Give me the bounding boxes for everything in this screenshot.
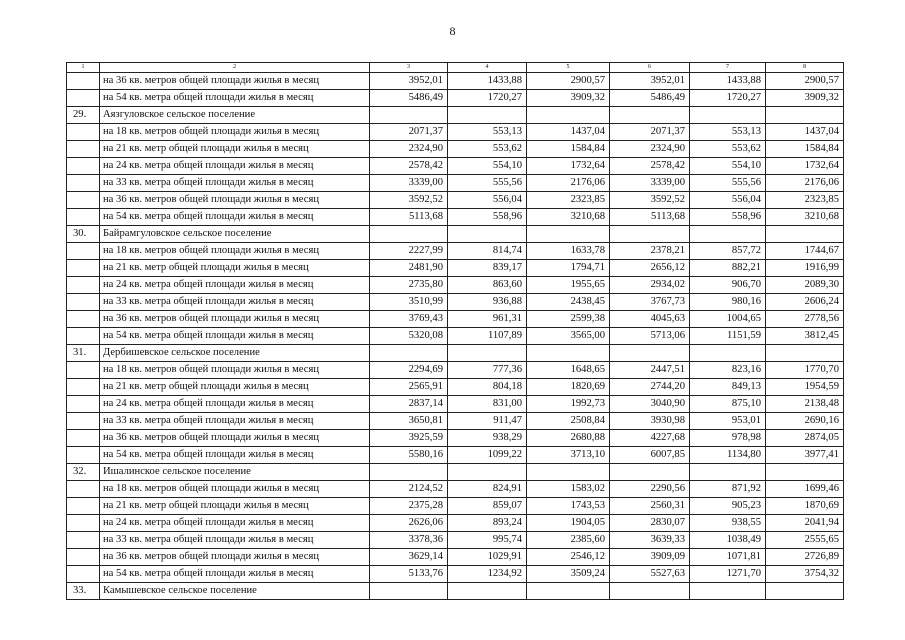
table-row [67, 73, 844, 90]
section-number: 29. [67, 107, 100, 124]
value-cell: 3930,98 [610, 413, 690, 430]
value-cell: 3639,33 [610, 532, 690, 549]
value-cell: 2555,65 [766, 532, 844, 549]
value-cell: 2626,06 [370, 515, 448, 532]
value-cell: 3592,52 [370, 192, 448, 209]
row-label: на 36 кв. метров общей площади жилья в месяц [100, 430, 370, 447]
empty-cell [67, 311, 100, 328]
value-cell: 1004,65 [690, 311, 766, 328]
value-cell: 2900,57 [766, 73, 844, 90]
value-cell: 553,13 [448, 124, 527, 141]
value-cell: 857,72 [690, 243, 766, 260]
value-cell: 2124,52 [370, 481, 448, 498]
empty-cell [67, 379, 100, 396]
empty-cell [527, 583, 610, 600]
value-cell: 553,62 [690, 141, 766, 158]
empty-cell [527, 226, 610, 243]
value-cell: 553,13 [690, 124, 766, 141]
value-cell: 824,91 [448, 481, 527, 498]
value-cell: 1916,99 [766, 260, 844, 277]
empty-cell [67, 515, 100, 532]
value-cell: 6007,85 [610, 447, 690, 464]
section-row [67, 583, 844, 600]
section-row [67, 464, 844, 481]
empty-cell [766, 464, 844, 481]
value-cell: 1134,80 [690, 447, 766, 464]
table-row [67, 515, 844, 532]
row-label: на 18 кв. метров общей площади жилья в месяц [100, 362, 370, 379]
value-cell: 3592,52 [610, 192, 690, 209]
value-cell: 3339,00 [610, 175, 690, 192]
table-body [67, 63, 844, 600]
empty-cell [67, 447, 100, 464]
empty-cell [67, 549, 100, 566]
value-cell: 1992,73 [527, 396, 610, 413]
table-row [67, 158, 844, 175]
section-row [67, 107, 844, 124]
value-cell: 2041,94 [766, 515, 844, 532]
value-cell: 3767,73 [610, 294, 690, 311]
value-cell: 3952,01 [610, 73, 690, 90]
table-row [67, 396, 844, 413]
table-row [67, 243, 844, 260]
value-cell: 3812,45 [766, 328, 844, 345]
value-cell: 938,55 [690, 515, 766, 532]
value-cell: 2447,51 [610, 362, 690, 379]
empty-cell [610, 345, 690, 362]
section-title: Аязгуловское сельское поселение [100, 107, 370, 124]
row-label: на 24 кв. метра общей площади жилья в месяц [100, 158, 370, 175]
table-row [67, 413, 844, 430]
utility-tariff-table [66, 62, 844, 600]
value-cell: 1583,02 [527, 481, 610, 498]
value-cell: 953,01 [690, 413, 766, 430]
section-title: Камышевское сельское поселение [100, 583, 370, 600]
row-label: на 54 кв. метра общей площади жилья в месяц [100, 90, 370, 107]
empty-cell [370, 226, 448, 243]
table-row [67, 362, 844, 379]
row-label: на 18 кв. метров общей площади жилья в месяц [100, 243, 370, 260]
table-row [67, 328, 844, 345]
empty-cell [448, 226, 527, 243]
value-cell: 859,07 [448, 498, 527, 515]
value-cell: 1433,88 [690, 73, 766, 90]
value-cell: 2656,12 [610, 260, 690, 277]
value-cell: 3210,68 [527, 209, 610, 226]
row-label: на 36 кв. метров общей площади жилья в месяц [100, 192, 370, 209]
row-label: на 21 кв. метр общей площади жилья в месяц [100, 379, 370, 396]
value-cell: 1955,65 [527, 277, 610, 294]
row-label: на 36 кв. метров общей площади жилья в месяц [100, 73, 370, 90]
empty-cell [690, 345, 766, 362]
value-cell: 1437,04 [766, 124, 844, 141]
value-cell: 2089,30 [766, 277, 844, 294]
value-cell: 2508,84 [527, 413, 610, 430]
value-cell: 2735,80 [370, 277, 448, 294]
empty-cell [766, 583, 844, 600]
value-cell: 2375,28 [370, 498, 448, 515]
table-row [67, 566, 844, 583]
empty-cell [610, 583, 690, 600]
value-cell: 2323,85 [766, 192, 844, 209]
value-cell: 3650,81 [370, 413, 448, 430]
empty-cell [67, 498, 100, 515]
value-cell: 863,60 [448, 277, 527, 294]
value-cell: 2385,60 [527, 532, 610, 549]
table-row [67, 294, 844, 311]
value-cell: 893,24 [448, 515, 527, 532]
row-label: на 36 кв. метров общей площади жилья в месяц [100, 311, 370, 328]
value-cell: 1699,46 [766, 481, 844, 498]
value-cell: 2744,20 [610, 379, 690, 396]
value-cell: 936,88 [448, 294, 527, 311]
section-number: 31. [67, 345, 100, 362]
value-cell: 3510,99 [370, 294, 448, 311]
table-row [67, 90, 844, 107]
empty-cell [67, 192, 100, 209]
value-cell: 1732,64 [527, 158, 610, 175]
value-cell: 3040,90 [610, 396, 690, 413]
value-cell: 3909,32 [766, 90, 844, 107]
value-cell: 911,47 [448, 413, 527, 430]
table-row [67, 447, 844, 464]
value-cell: 555,56 [690, 175, 766, 192]
value-cell: 3565,00 [527, 328, 610, 345]
empty-cell [67, 158, 100, 175]
table-row [67, 277, 844, 294]
empty-cell [67, 260, 100, 277]
empty-cell [67, 566, 100, 583]
column-number: 7 [690, 63, 766, 73]
value-cell: 882,21 [690, 260, 766, 277]
table-row [67, 260, 844, 277]
row-label: на 24 кв. метра общей площади жилья в месяц [100, 277, 370, 294]
value-cell: 2874,05 [766, 430, 844, 447]
column-number: 8 [766, 63, 844, 73]
value-cell: 1584,84 [527, 141, 610, 158]
value-cell: 1071,81 [690, 549, 766, 566]
value-cell: 2481,90 [370, 260, 448, 277]
value-cell: 2438,45 [527, 294, 610, 311]
section-row [67, 226, 844, 243]
value-cell: 554,10 [690, 158, 766, 175]
value-cell: 1584,84 [766, 141, 844, 158]
value-cell: 1732,64 [766, 158, 844, 175]
value-cell: 1271,70 [690, 566, 766, 583]
value-cell: 2606,24 [766, 294, 844, 311]
table-row [67, 430, 844, 447]
value-cell: 938,29 [448, 430, 527, 447]
value-cell: 2323,85 [527, 192, 610, 209]
value-cell: 3339,00 [370, 175, 448, 192]
empty-cell [67, 396, 100, 413]
value-cell: 2680,88 [527, 430, 610, 447]
empty-cell [67, 481, 100, 498]
table-row [67, 311, 844, 328]
value-cell: 555,56 [448, 175, 527, 192]
empty-cell [610, 226, 690, 243]
empty-cell [67, 430, 100, 447]
empty-cell [67, 209, 100, 226]
value-cell: 2138,48 [766, 396, 844, 413]
value-cell: 3509,24 [527, 566, 610, 583]
value-cell: 1794,71 [527, 260, 610, 277]
row-label: на 54 кв. метра общей площади жилья в месяц [100, 209, 370, 226]
row-label: на 18 кв. метров общей площади жилья в месяц [100, 481, 370, 498]
empty-cell [67, 243, 100, 260]
value-cell: 777,36 [448, 362, 527, 379]
row-label: на 33 кв. метра общей площади жилья в месяц [100, 175, 370, 192]
value-cell: 2324,90 [370, 141, 448, 158]
value-cell: 2176,06 [766, 175, 844, 192]
table-row [67, 141, 844, 158]
empty-cell [766, 107, 844, 124]
value-cell: 1437,04 [527, 124, 610, 141]
value-cell: 3977,41 [766, 447, 844, 464]
value-cell: 831,00 [448, 396, 527, 413]
row-label: на 33 кв. метра общей площади жилья в месяц [100, 294, 370, 311]
value-cell: 849,13 [690, 379, 766, 396]
row-label: на 21 кв. метр общей площади жилья в месяц [100, 498, 370, 515]
empty-cell [527, 107, 610, 124]
value-cell: 823,16 [690, 362, 766, 379]
column-number: 1 [67, 63, 100, 73]
empty-cell [448, 464, 527, 481]
value-cell: 1099,22 [448, 447, 527, 464]
value-cell: 3378,36 [370, 532, 448, 549]
value-cell: 1038,49 [690, 532, 766, 549]
section-title: Ишалинское сельское поселение [100, 464, 370, 481]
empty-cell [67, 141, 100, 158]
row-label: на 21 кв. метр общей площади жилья в месяц [100, 260, 370, 277]
empty-cell [370, 107, 448, 124]
row-label: на 33 кв. метра общей площади жилья в месяц [100, 532, 370, 549]
value-cell: 1743,53 [527, 498, 610, 515]
value-cell: 5486,49 [610, 90, 690, 107]
value-cell: 3629,14 [370, 549, 448, 566]
value-cell: 2830,07 [610, 515, 690, 532]
value-cell: 2900,57 [527, 73, 610, 90]
value-cell: 5527,63 [610, 566, 690, 583]
empty-cell [448, 107, 527, 124]
row-label: на 21 кв. метр общей площади жилья в месяц [100, 141, 370, 158]
table-row [67, 175, 844, 192]
empty-cell [67, 277, 100, 294]
empty-cell [610, 107, 690, 124]
value-cell: 2726,89 [766, 549, 844, 566]
value-cell: 804,18 [448, 379, 527, 396]
value-cell: 839,17 [448, 260, 527, 277]
value-cell: 5320,08 [370, 328, 448, 345]
value-cell: 2294,69 [370, 362, 448, 379]
table-row [67, 481, 844, 498]
page-number: 8 [449, 24, 456, 38]
value-cell: 3909,09 [610, 549, 690, 566]
value-cell: 961,31 [448, 311, 527, 328]
section-title: Байрамгуловское сельское поселение [100, 226, 370, 243]
table-row [67, 124, 844, 141]
value-cell: 2778,56 [766, 311, 844, 328]
value-cell: 5486,49 [370, 90, 448, 107]
value-cell: 556,04 [690, 192, 766, 209]
value-cell: 2176,06 [527, 175, 610, 192]
empty-cell [67, 90, 100, 107]
column-number: 4 [448, 63, 527, 73]
empty-cell [67, 362, 100, 379]
table-row [67, 209, 844, 226]
section-title: Дербишевское сельское поселение [100, 345, 370, 362]
value-cell: 5713,06 [610, 328, 690, 345]
value-cell: 2690,16 [766, 413, 844, 430]
empty-cell [370, 583, 448, 600]
value-cell: 871,92 [690, 481, 766, 498]
value-cell: 2324,90 [610, 141, 690, 158]
column-number: 5 [527, 63, 610, 73]
empty-cell [370, 464, 448, 481]
value-cell: 2837,14 [370, 396, 448, 413]
row-label: на 54 кв. метра общей площади жилья в месяц [100, 566, 370, 583]
value-cell: 2599,38 [527, 311, 610, 328]
value-cell: 1720,27 [690, 90, 766, 107]
value-cell: 1107,89 [448, 328, 527, 345]
value-cell: 1433,88 [448, 73, 527, 90]
empty-cell [67, 73, 100, 90]
section-number: 30. [67, 226, 100, 243]
empty-cell [67, 413, 100, 430]
value-cell: 5580,16 [370, 447, 448, 464]
empty-cell [690, 583, 766, 600]
value-cell: 905,23 [690, 498, 766, 515]
row-label: на 33 кв. метра общей площади жилья в месяц [100, 413, 370, 430]
value-cell: 5113,68 [610, 209, 690, 226]
value-cell: 1633,78 [527, 243, 610, 260]
value-cell: 1029,91 [448, 549, 527, 566]
empty-cell [67, 175, 100, 192]
value-cell: 3713,10 [527, 447, 610, 464]
section-number: 33. [67, 583, 100, 600]
value-cell: 1151,59 [690, 328, 766, 345]
value-cell: 558,96 [448, 209, 527, 226]
value-cell: 3769,43 [370, 311, 448, 328]
value-cell: 1234,92 [448, 566, 527, 583]
section-row [67, 345, 844, 362]
value-cell: 5113,68 [370, 209, 448, 226]
value-cell: 3909,32 [527, 90, 610, 107]
value-cell: 2071,37 [370, 124, 448, 141]
table-row [67, 379, 844, 396]
value-cell: 2290,56 [610, 481, 690, 498]
value-cell: 2565,91 [370, 379, 448, 396]
value-cell: 3952,01 [370, 73, 448, 90]
value-cell: 2071,37 [610, 124, 690, 141]
column-number-row [67, 63, 844, 73]
value-cell: 995,74 [448, 532, 527, 549]
empty-cell [370, 345, 448, 362]
empty-cell [766, 226, 844, 243]
column-number: 3 [370, 63, 448, 73]
value-cell: 980,16 [690, 294, 766, 311]
value-cell: 814,74 [448, 243, 527, 260]
value-cell: 3925,59 [370, 430, 448, 447]
empty-cell [67, 328, 100, 345]
row-label: на 18 кв. метров общей площади жилья в месяц [100, 124, 370, 141]
column-number: 6 [610, 63, 690, 73]
column-number: 2 [100, 63, 370, 73]
row-label: на 54 кв. метра общей площади жилья в месяц [100, 447, 370, 464]
row-label: на 36 кв. метров общей площади жилья в месяц [100, 549, 370, 566]
value-cell: 3754,32 [766, 566, 844, 583]
value-cell: 553,62 [448, 141, 527, 158]
value-cell: 3210,68 [766, 209, 844, 226]
row-label: на 54 кв. метра общей площади жилья в месяц [100, 328, 370, 345]
value-cell: 1904,05 [527, 515, 610, 532]
value-cell: 1744,67 [766, 243, 844, 260]
value-cell: 2227,99 [370, 243, 448, 260]
value-cell: 4227,68 [610, 430, 690, 447]
value-cell: 1870,69 [766, 498, 844, 515]
empty-cell [690, 107, 766, 124]
value-cell: 2560,31 [610, 498, 690, 515]
section-number: 32. [67, 464, 100, 481]
value-cell: 978,98 [690, 430, 766, 447]
empty-cell [527, 345, 610, 362]
row-label: на 24 кв. метра общей площади жилья в месяц [100, 396, 370, 413]
empty-cell [448, 583, 527, 600]
empty-cell [690, 464, 766, 481]
value-cell: 2578,42 [610, 158, 690, 175]
value-cell: 1720,27 [448, 90, 527, 107]
value-cell: 554,10 [448, 158, 527, 175]
table-row [67, 192, 844, 209]
value-cell: 4045,63 [610, 311, 690, 328]
value-cell: 1648,65 [527, 362, 610, 379]
value-cell: 875,10 [690, 396, 766, 413]
value-cell: 2578,42 [370, 158, 448, 175]
row-label: на 24 кв. метра общей площади жилья в месяц [100, 515, 370, 532]
value-cell: 1770,70 [766, 362, 844, 379]
value-cell: 2934,02 [610, 277, 690, 294]
value-cell: 906,70 [690, 277, 766, 294]
empty-cell [766, 345, 844, 362]
empty-cell [448, 345, 527, 362]
empty-cell [67, 532, 100, 549]
empty-cell [67, 294, 100, 311]
table-row [67, 532, 844, 549]
empty-cell [527, 464, 610, 481]
empty-cell [690, 226, 766, 243]
value-cell: 2378,21 [610, 243, 690, 260]
empty-cell [610, 464, 690, 481]
value-cell: 558,96 [690, 209, 766, 226]
table-row [67, 498, 844, 515]
value-cell: 1954,59 [766, 379, 844, 396]
value-cell: 556,04 [448, 192, 527, 209]
value-cell: 1820,69 [527, 379, 610, 396]
value-cell: 5133,76 [370, 566, 448, 583]
table-row [67, 549, 844, 566]
empty-cell [67, 124, 100, 141]
value-cell: 2546,12 [527, 549, 610, 566]
